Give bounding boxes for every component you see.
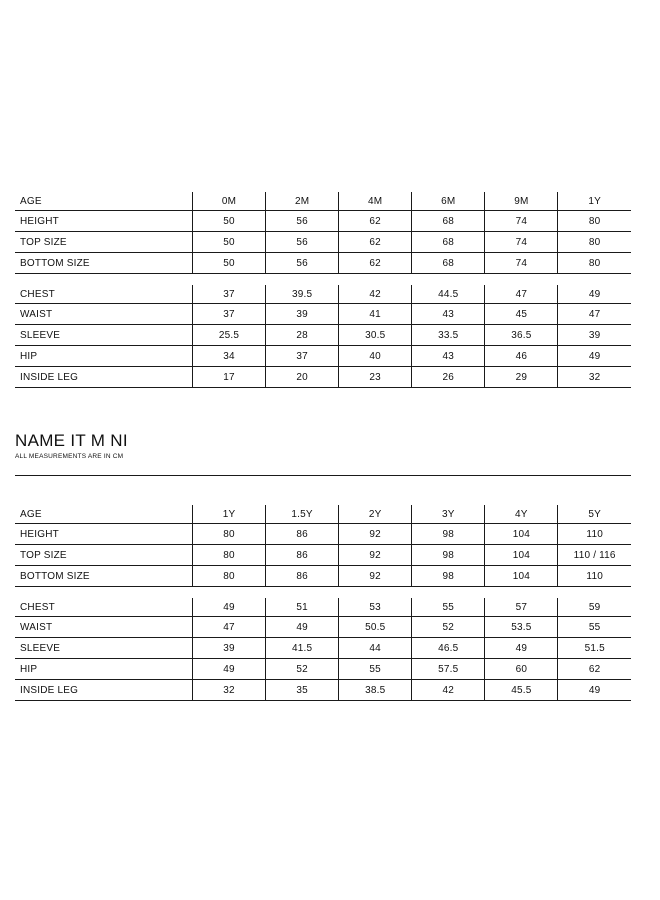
table-cell: 42 <box>339 285 412 304</box>
table-cell: 62 <box>558 659 631 680</box>
table-cell: 26 <box>412 367 485 388</box>
table-cell: 38.5 <box>339 680 412 701</box>
table-cell: 17 <box>193 367 266 388</box>
measurement-unit-note: ALL MEASUREMENTS ARE IN CM <box>15 453 124 460</box>
table-cell: 3Y <box>412 505 485 524</box>
table-cell: 40 <box>339 346 412 367</box>
table-row-height <box>15 524 631 545</box>
table-cell: 1Y <box>193 505 266 524</box>
table-cell: 47 <box>558 304 631 325</box>
table-cell: 98 <box>412 566 485 587</box>
table-cell: 110 / 116 <box>558 545 631 566</box>
table-cell: 80 <box>193 524 266 545</box>
table-cell: 52 <box>266 659 339 680</box>
table-cell: 74 <box>485 211 558 232</box>
table-cell: 53.5 <box>485 617 558 638</box>
table-cell: 37 <box>193 304 266 325</box>
table-cell: 55 <box>339 659 412 680</box>
table-cell: 80 <box>193 545 266 566</box>
table-cell: 49 <box>558 346 631 367</box>
table-row-inside-leg <box>15 367 631 388</box>
table-cell: 1Y <box>558 192 631 211</box>
row-label: CHEST <box>15 598 193 617</box>
table-cell: 44.5 <box>412 285 485 304</box>
size-chart-mini <box>15 505 631 701</box>
table-cell: 52 <box>412 617 485 638</box>
row-label: SLEEVE <box>15 638 193 659</box>
table-cell: 49 <box>193 598 266 617</box>
table-cell: 50 <box>193 232 266 253</box>
table-cell: 41 <box>339 304 412 325</box>
table-row-height <box>15 211 631 232</box>
table-cell: 6M <box>412 192 485 211</box>
row-label: HEIGHT <box>15 524 193 545</box>
table-row-sleeve <box>15 638 631 659</box>
table-cell: 43 <box>412 304 485 325</box>
table-cell: 20 <box>266 367 339 388</box>
table-cell: 0M <box>193 192 266 211</box>
row-label: TOP SIZE <box>15 232 193 253</box>
table-cell: 50 <box>193 253 266 274</box>
table-cell: 5Y <box>558 505 631 524</box>
table-row-inside-leg <box>15 680 631 701</box>
row-label: CHEST <box>15 285 193 304</box>
table-cell: 55 <box>412 598 485 617</box>
row-label: TOP SIZE <box>15 545 193 566</box>
table-cell: 39 <box>266 304 339 325</box>
table-row-bottom-size <box>15 253 631 274</box>
table-cell: 2M <box>266 192 339 211</box>
table-spacer <box>15 274 631 285</box>
table-cell: 39.5 <box>266 285 339 304</box>
table-cell: 33.5 <box>412 325 485 346</box>
table-cell: 50 <box>193 211 266 232</box>
size-table-age-height-group <box>15 505 631 587</box>
table-cell: 37 <box>266 346 339 367</box>
table-cell: 42 <box>412 680 485 701</box>
table-cell: 4Y <box>485 505 558 524</box>
table-cell: 50.5 <box>339 617 412 638</box>
table-cell: 43 <box>412 346 485 367</box>
row-label: BOTTOM SIZE <box>15 566 193 587</box>
table-cell: 36.5 <box>485 325 558 346</box>
table-cell: 28 <box>266 325 339 346</box>
table-cell: 47 <box>193 617 266 638</box>
size-chart-newborn <box>15 192 631 388</box>
table-cell: 104 <box>485 524 558 545</box>
table-cell: 98 <box>412 545 485 566</box>
row-label: WAIST <box>15 617 193 638</box>
table-cell: 80 <box>558 232 631 253</box>
table-cell: 98 <box>412 524 485 545</box>
table-row-top-size <box>15 232 631 253</box>
table-cell: 46.5 <box>412 638 485 659</box>
table-cell: 47 <box>485 285 558 304</box>
table-cell: 92 <box>339 524 412 545</box>
table-cell: 4M <box>339 192 412 211</box>
table-cell: 62 <box>339 211 412 232</box>
table-cell: 110 <box>558 524 631 545</box>
table-cell: 49 <box>193 659 266 680</box>
table-cell: 110 <box>558 566 631 587</box>
table-row-age <box>15 192 631 211</box>
row-label: AGE <box>15 505 193 524</box>
table-cell: 68 <box>412 232 485 253</box>
table-cell: 86 <box>266 566 339 587</box>
table-row-chest <box>15 598 631 617</box>
table-row-hip <box>15 659 631 680</box>
table-row-bottom-size <box>15 566 631 587</box>
table-cell: 51.5 <box>558 638 631 659</box>
table-cell: 62 <box>339 253 412 274</box>
table-cell: 29 <box>485 367 558 388</box>
table-cell: 80 <box>193 566 266 587</box>
table-row-top-size <box>15 545 631 566</box>
section-header <box>15 431 631 462</box>
table-cell: 104 <box>485 545 558 566</box>
table-cell: 1.5Y <box>266 505 339 524</box>
table-cell: 49 <box>558 680 631 701</box>
table-cell: 44 <box>339 638 412 659</box>
table-cell: 35 <box>266 680 339 701</box>
table-cell: 37 <box>193 285 266 304</box>
row-label: HEIGHT <box>15 211 193 232</box>
table-cell: 57.5 <box>412 659 485 680</box>
row-label: INSIDE LEG <box>15 680 193 701</box>
table-row-age <box>15 505 631 524</box>
table-cell: 32 <box>193 680 266 701</box>
table-cell: 32 <box>558 367 631 388</box>
table-cell: 55 <box>558 617 631 638</box>
section-title: NAME IT M NI <box>15 431 128 450</box>
table-row-sleeve <box>15 325 631 346</box>
table-cell: 9M <box>485 192 558 211</box>
table-cell: 68 <box>412 253 485 274</box>
table-cell: 86 <box>266 545 339 566</box>
table-cell: 92 <box>339 566 412 587</box>
table-cell: 74 <box>485 253 558 274</box>
table-row-waist <box>15 617 631 638</box>
table-cell: 41.5 <box>266 638 339 659</box>
table-cell: 39 <box>193 638 266 659</box>
row-label: INSIDE LEG <box>15 367 193 388</box>
section-divider <box>15 475 631 476</box>
table-cell: 68 <box>412 211 485 232</box>
table-cell: 57 <box>485 598 558 617</box>
row-label: BOTTOM SIZE <box>15 253 193 274</box>
table-cell: 51 <box>266 598 339 617</box>
table-cell: 45.5 <box>485 680 558 701</box>
table-cell: 25.5 <box>193 325 266 346</box>
table-cell: 62 <box>339 232 412 253</box>
table-cell: 39 <box>558 325 631 346</box>
table-cell: 80 <box>558 253 631 274</box>
table-cell: 56 <box>266 253 339 274</box>
row-label: HIP <box>15 659 193 680</box>
table-cell: 30.5 <box>339 325 412 346</box>
table-cell: 80 <box>558 211 631 232</box>
size-table-body-measurements <box>15 598 631 701</box>
table-cell: 104 <box>485 566 558 587</box>
table-cell: 23 <box>339 367 412 388</box>
table-cell: 2Y <box>339 505 412 524</box>
table-cell: 34 <box>193 346 266 367</box>
table-cell: 92 <box>339 545 412 566</box>
table-cell: 49 <box>485 638 558 659</box>
row-label: SLEEVE <box>15 325 193 346</box>
size-table-age-height-group <box>15 192 631 274</box>
table-cell: 46 <box>485 346 558 367</box>
row-label: AGE <box>15 192 193 211</box>
table-cell: 45 <box>485 304 558 325</box>
table-cell: 56 <box>266 232 339 253</box>
table-row-waist <box>15 304 631 325</box>
table-cell: 59 <box>558 598 631 617</box>
row-label: WAIST <box>15 304 193 325</box>
table-spacer <box>15 587 631 598</box>
table-cell: 49 <box>266 617 339 638</box>
table-cell: 49 <box>558 285 631 304</box>
table-row-chest <box>15 285 631 304</box>
table-cell: 74 <box>485 232 558 253</box>
table-cell: 53 <box>339 598 412 617</box>
row-label: HIP <box>15 346 193 367</box>
table-cell: 60 <box>485 659 558 680</box>
table-cell: 86 <box>266 524 339 545</box>
table-row-hip <box>15 346 631 367</box>
table-cell: 56 <box>266 211 339 232</box>
size-table-body-measurements <box>15 285 631 388</box>
